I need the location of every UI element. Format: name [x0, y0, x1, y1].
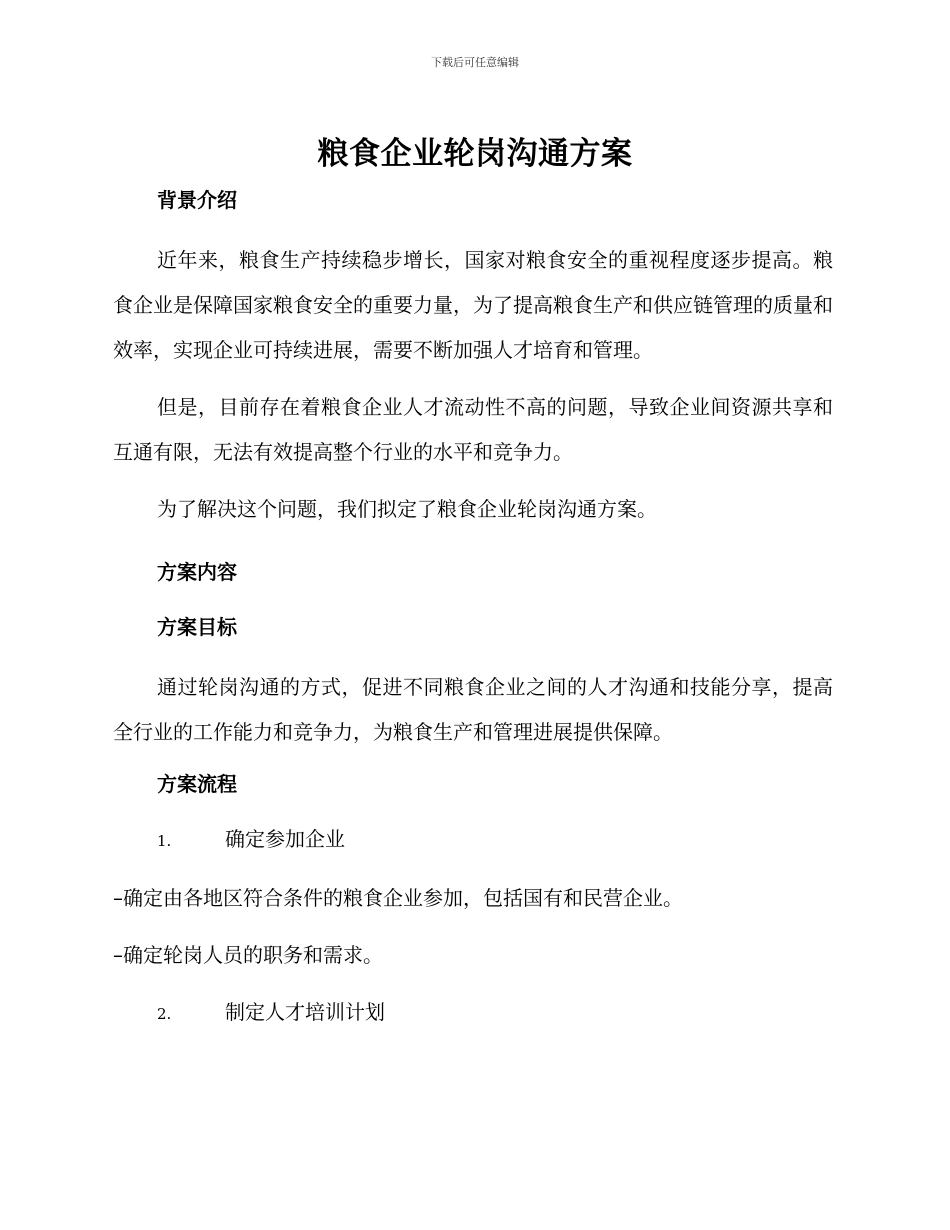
list-number: 2. [157, 1005, 172, 1023]
list-text: 制定人才培训计划 [225, 1000, 385, 1024]
document-body [113, 183, 833, 1054]
header-note: 下载后可任意编辑 [431, 56, 519, 69]
section-heading-content: 方案内容 [157, 560, 237, 584]
bullet-step-1-a: –确定由各地区符合条件的粮食企业参加，包括国有和民营企业。 [113, 886, 683, 910]
section-heading-goal: 方案目标 [157, 615, 237, 639]
list-item-step-2 [113, 995, 833, 1031]
section-heading-process: 方案流程 [157, 772, 237, 796]
list-number: 1. [157, 832, 172, 850]
paragraph-background-1: 近年来，粮食生产持续稳步增长，国家对粮食安全的重视程度逐步提高。粮食企业是保障国家粮食安全的重要力量，为了提高粮食生产和供应链管理的质量和效率，实现企业可持续进展，需要不断加强人才培育和管理。 [113, 248, 833, 362]
paragraph-goal: 通过轮岗沟通的方式，促进不同粮食企业之间的人才沟通和技能分享，提高全行业的工作能力和竞争力，为粮食生产和管理进展提供保障。 [113, 675, 833, 744]
section-heading-background: 背景介绍 [157, 188, 237, 212]
paragraph-background-3: 为了解决这个问题，我们拟定了粮食企业轮岗沟通方案。 [157, 497, 657, 521]
document-title: 粮食企业轮岗沟通方案 [317, 136, 633, 172]
paragraph-background-2: 但是，目前存在着粮食企业人才流动性不高的问题，导致企业间资源共享和互通有限，无法有效提高整个行业的水平和竞争力。 [113, 395, 833, 464]
list-text: 确定参加企业 [225, 827, 345, 851]
bullet-step-1-b: –确定轮岗人员的职务和需求。 [113, 943, 383, 967]
list-item-step-1 [113, 822, 833, 858]
